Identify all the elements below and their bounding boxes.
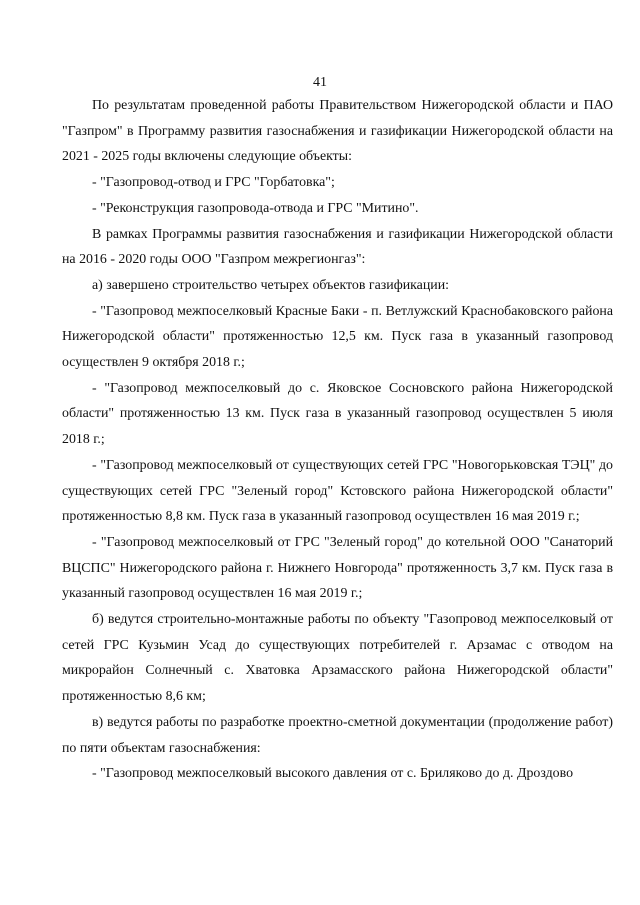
list-item: - "Газопровод межпоселковый до с. Яковское Сосновского района Нижегородской области" протяженностью 13 км. Пуск газа в указанный газопровод осуществлен 5 июля 2018 г.;	[62, 380, 613, 448]
page-number: 41	[313, 75, 327, 90]
list-item: - "Газопровод межпоселковый от существующих сетей ГРС "Новогорьковская ТЭЦ" до существующих сетей ГРС "Зеленый город" Кстовского района Нижегородской области" протяженностью 8,8 км. Пуск газа в указанный газопровод осуществлен 16 мая 2019 г.;	[62, 457, 613, 525]
list-item: - "Газопровод межпоселковый высокого давления от с. Бриляково до д. Дроздово	[92, 766, 574, 782]
document-body	[62, 93, 613, 787]
paragraph: а) завершено строительство четырех объектов газификации:	[92, 277, 449, 293]
list-item: - "Реконструкция газопровода-отвода и ГРС "Митино".	[92, 200, 419, 216]
paragraph: в) ведутся работы по разработке проектно-сметной документации (продолжение работ) по пяти объектам газоснабжения:	[62, 714, 613, 756]
list-item: - "Газопровод межпоселковый Красные Баки - п. Ветлужский Краснобаковского района Нижегородской области" протяженностью 12,5 км. Пуск газа в указанный газопровод осуществлен 9 октября 2018 г.;	[62, 303, 613, 371]
paragraph: По результатам проведенной работы Правительством Нижегородской области и ПАО "Газпром" в Программу развития газоснабжения и газификации Нижегородской области на 2021 - 2025 годы включены следующие объекты:	[62, 98, 613, 165]
list-item: - "Газопровод-отвод и ГРС "Горбатовка";	[92, 175, 335, 191]
list-item: - "Газопровод межпоселковый от ГРС "Зеленый город" до котельной ООО "Санаторий ВЦСПС" Нижегородского района г. Нижнего Новгорода" протяженность 3,7 км. Пуск газа в указанный газопровод осуществлен 16 мая 2019 г.;	[62, 534, 613, 602]
paragraph: б) ведутся строительно-монтажные работы по объекту "Газопровод межпоселковый от сетей ГРС Кузьмин Усад до существующих потребителей г. Арзамас с отводом на микрорайон Солнечный с. Хватовка Арзамасского района Нижегородской области" протяженностью 8,6 км;	[62, 612, 613, 705]
paragraph: В рамках Программы развития газоснабжения и газификации Нижегородской области на 2016 - 2020 годы ООО "Газпром межрегионгаз":	[62, 226, 613, 268]
